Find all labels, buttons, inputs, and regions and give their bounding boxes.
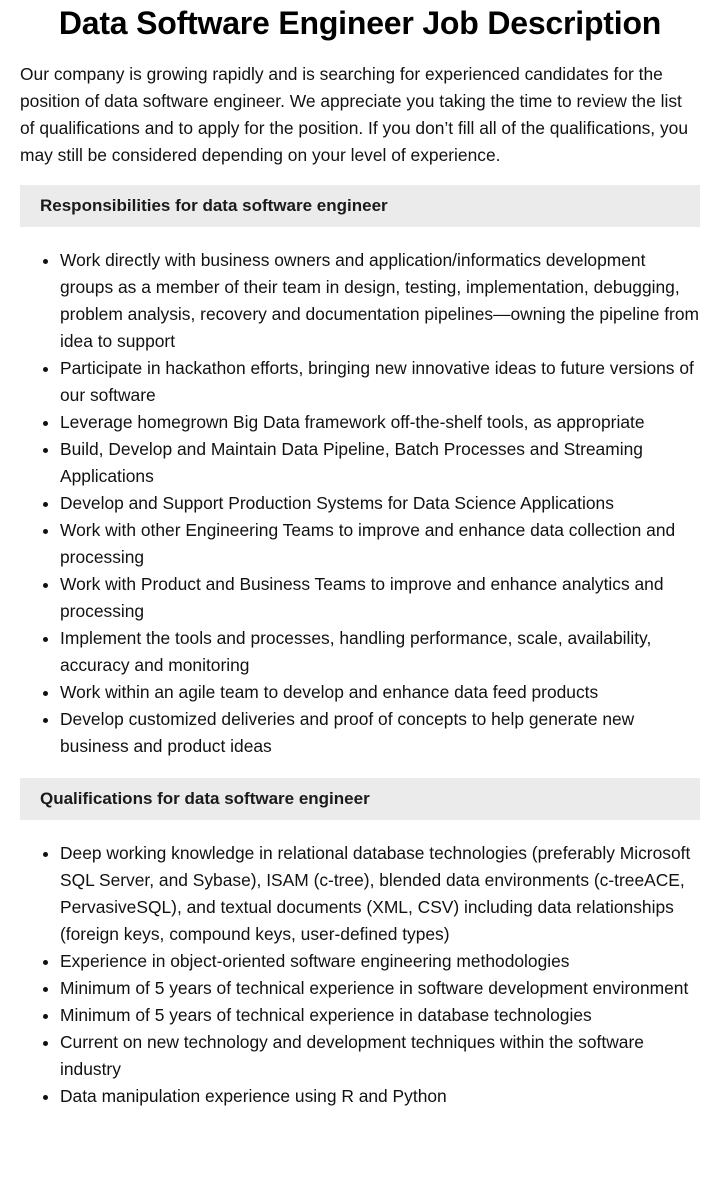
list-item: Deep working knowledge in relational database technologies (preferably Microsoft SQL Server, and Sybase), ISAM (c-tree), blended data environments (c-treeACE, PervasiveSQL), and textual documents (XML, CSV) including data relationships (foreign keys, compound keys, user-defined types) (60, 840, 700, 948)
list-item: Work with Product and Business Teams to improve and enhance analytics and processing (60, 571, 700, 625)
list-item: Work within an agile team to develop and enhance data feed products (60, 679, 700, 706)
list-item: Current on new technology and development techniques within the software industry (60, 1029, 700, 1083)
intro-paragraph: Our company is growing rapidly and is searching for experienced candidates for the position of data software engineer. We appreciate you taking the time to review the list of qualifications and to apply for the position. If you don’t fill all of the qualifications, you may still be considered depending on your level of experience. (20, 64, 689, 165)
list-item: Work directly with business owners and application/informatics development groups as a member of their team in design, testing, implementation, debugging, problem analysis, recovery and documentation pipelines—owning the pipeline from idea to support (60, 247, 700, 355)
list-item: Minimum of 5 years of technical experience in database technologies (60, 1002, 700, 1029)
responsibilities-list (20, 247, 700, 760)
list-item: Develop and Support Production Systems for Data Science Applications (60, 490, 700, 517)
responsibilities-heading: Responsibilities for data software engineer (20, 185, 700, 227)
list-item: Work with other Engineering Teams to improve and enhance data collection and processing (60, 517, 700, 571)
list-item: Build, Develop and Maintain Data Pipeline, Batch Processes and Streaming Applications (60, 436, 700, 490)
list-item: Minimum of 5 years of technical experience in software development environment (60, 975, 700, 1002)
qualifications-heading: Qualifications for data software engineer (20, 778, 700, 820)
list-item: Leverage homegrown Big Data framework off-the-shelf tools, as appropriate (60, 409, 700, 436)
list-item: Participate in hackathon efforts, bringing new innovative ideas to future versions of our software (60, 355, 700, 409)
list-item: Data manipulation experience using R and Python (60, 1083, 700, 1110)
list-item: Experience in object-oriented software engineering methodologies (60, 948, 700, 975)
list-item: Implement the tools and processes, handling performance, scale, availability, accuracy and monitoring (60, 625, 700, 679)
list-item: Develop customized deliveries and proof of concepts to help generate new business and product ideas (60, 706, 700, 760)
page-title: Data Software Engineer Job Description (58, 5, 662, 41)
qualifications-list (20, 840, 700, 1110)
